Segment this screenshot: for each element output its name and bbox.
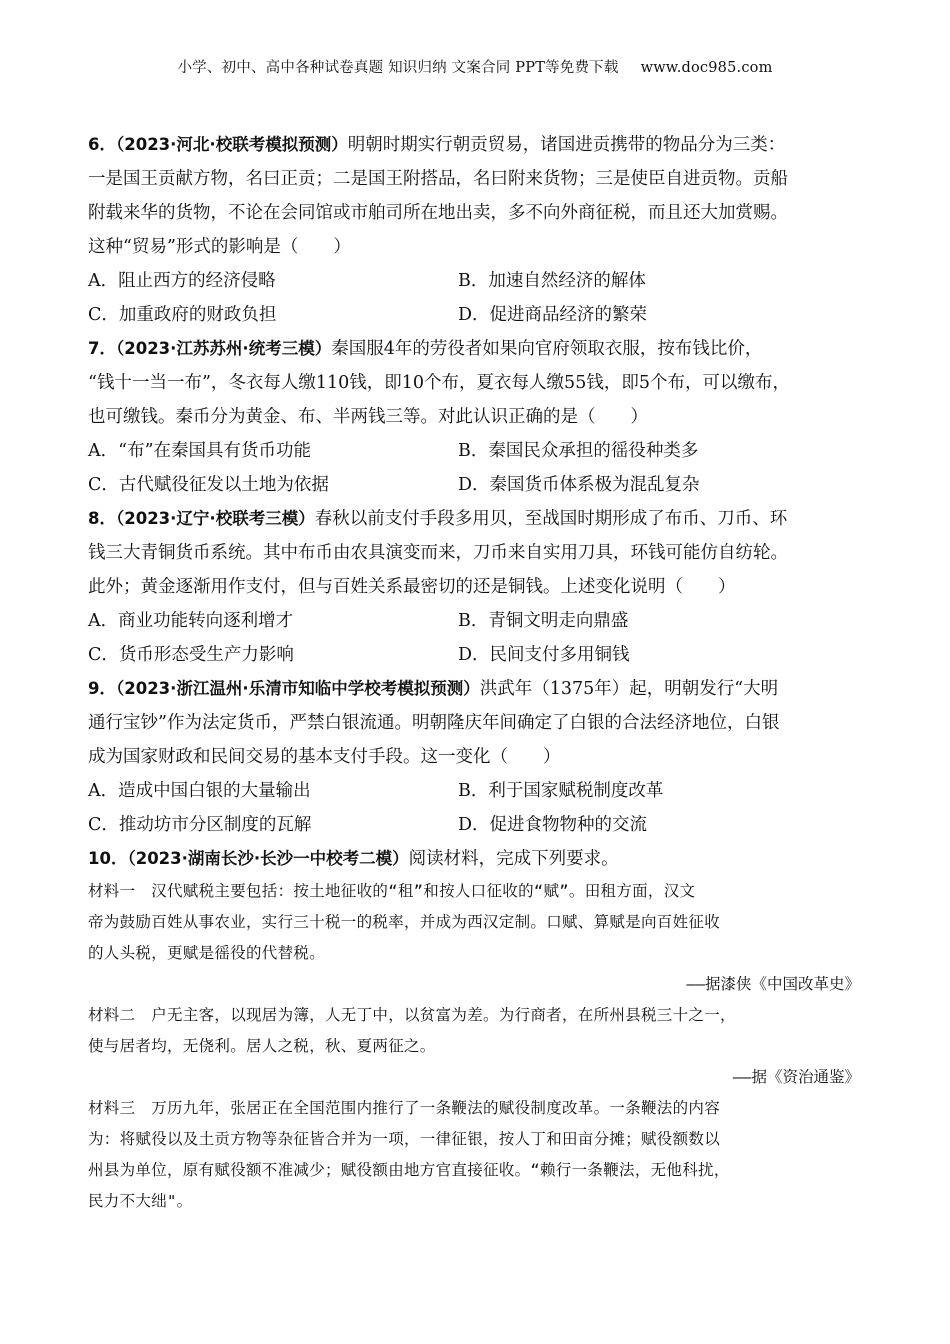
option-d: D．秦国货币体系极为混乱复杂 [458,475,700,495]
material-text: 州县为单位，原有赋役额不准减少；赋役额由地方官直接征收。“赖行一条鞭法，无他科扰， [88,1161,730,1179]
header-site: www.doc985.com [640,60,773,76]
material-text: 的人头税，更赋是徭役的代替税。 [88,944,326,962]
option-c: C．加重政府的财政负担 [88,305,277,325]
question-head: 8．（2023·辽宁·校联考三模） [88,509,315,528]
option-a: A．商业功能转向逐利增才 [88,611,294,631]
question-text: 洪武年（1375年）起，明朝发行“大明 [479,679,779,699]
material-source: ——据《资治通鉴》 [732,1068,860,1086]
question-text: 一是国王贡献方物，名曰正贡；二是国王附搭品，名曰附来货物；三是使臣自进贡物。贡船 [88,169,788,189]
material-text: 民力不大绌"。 [88,1192,193,1210]
question-7 [88,332,888,502]
option-c: C．古代赋役征发以土地为依据 [88,475,329,495]
option-a: A．“布”在秦国具有货币功能 [88,441,312,461]
exam-content [88,128,888,1217]
question-text: 成为国家财政和民间交易的基本支付手段。这一变化（ ） [88,747,561,767]
option-c: C．货币形态受生产力影响 [88,645,294,665]
option-b: B．加速自然经济的解体 [458,271,646,291]
question-6 [88,128,888,332]
material-1 [88,876,888,1000]
material-3 [88,1093,888,1217]
material-source: ——据漆侠《中国改革史》 [686,975,860,993]
question-head: 6．（2023·河北·校联考模拟预测） [88,135,348,154]
material-text: 为：将赋役以及土贡方物等杂征皆合并为一项，一律征银，按人丁和田亩分摊；赋役额数以 [88,1130,721,1148]
material-2 [88,1000,888,1093]
material-text: 使与居者均，无侥利。居人之税，秋、夏两征之。 [88,1037,436,1055]
question-text: “钱十一当一布”，冬衣每人缴110钱，即10个布，夏衣每人缴55钱，即5个布，可以缴布， [88,373,790,393]
question-text: 通行宝钞”作为法定货币，严禁白银流通。明朝隆庆年间确定了白银的合法经济地位，白银 [88,713,780,733]
question-head: 9．（2023·浙江温州·乐清市知临中学校考模拟预测） [88,679,480,698]
material-text: 帝为鼓励百姓从事农业，实行三十税一的税率，并成为西汉定制。口赋、算赋是向百姓征收 [88,913,721,931]
material-text: 材料二 户无主客，以现居为簿，人无丁中，以贫富为差。为行商者，在所州县税三十之一， [88,1006,736,1024]
question-text: 秦国服4年的劳役者如果向官府领取衣服，按布钱比价， [331,339,763,359]
question-text: 也可缴钱。秦币分为黄金、布、半两钱三等。对此认识正确的是（ ） [88,407,648,427]
question-9 [88,672,888,842]
question-text: 阅读材料，完成下列要求。 [408,849,619,869]
option-b: B．利于国家赋税制度改革 [458,781,664,801]
option-d: D．促进商品经济的繁荣 [458,305,648,325]
question-text: 附载来华的货物，不论在会同馆或市舶司所在地出卖，多不向外商征税，而且还大加赏赐。 [88,203,788,223]
header-text: 小学、初中、高中各种试卷真题 知识归纳 文案合同 PPT等免费下载 [177,60,619,76]
option-a: A．阻止西方的经济侵略 [88,271,276,291]
option-c: C．推动坊市分区制度的瓦解 [88,815,312,835]
option-a: A．造成中国白银的大量输出 [88,781,311,801]
page-header [0,56,950,77]
material-text: 材料三 万历九年，张居正在全国范围内推行了一条鞭法的赋役制度改革。一条鞭法的内容 [88,1099,721,1117]
question-10 [88,842,888,1217]
option-b: B．秦国民众承担的徭役种类多 [458,441,699,461]
question-text: 钱三大青铜货币系统。其中布币由农具演变而来，刀币来自实用刀具，环钱可能仿自纺轮。 [88,543,788,563]
question-head: 10．（2023·湖南长沙·长沙一中校考二模） [88,849,409,868]
question-8 [88,502,888,672]
option-d: D．民间支付多用铜钱 [458,645,630,665]
question-text: 此外；黄金逐渐用作支付，但与百姓关系最密切的还是铜钱。上述变化说明（ ） [88,577,736,597]
question-head: 7．（2023·江苏苏州·统考三模） [88,339,332,358]
question-text: 明朝时期实行朝贡贸易，诸国进贡携带的物品分为三类： [347,135,786,155]
material-text: 材料一 汉代赋税主要包括：按土地征收的“租”和按人口征收的“赋”。田租方面，汉文 [88,882,696,900]
question-text: 春秋以前支付手段多用贝，至战国时期形成了布币、刀币、环 [314,509,788,529]
option-b: B．青铜文明走向鼎盛 [458,611,629,631]
question-text: 这种“贸易”形式的影响是（ ） [88,237,351,257]
option-d: D．促进食物物种的交流 [458,815,648,835]
